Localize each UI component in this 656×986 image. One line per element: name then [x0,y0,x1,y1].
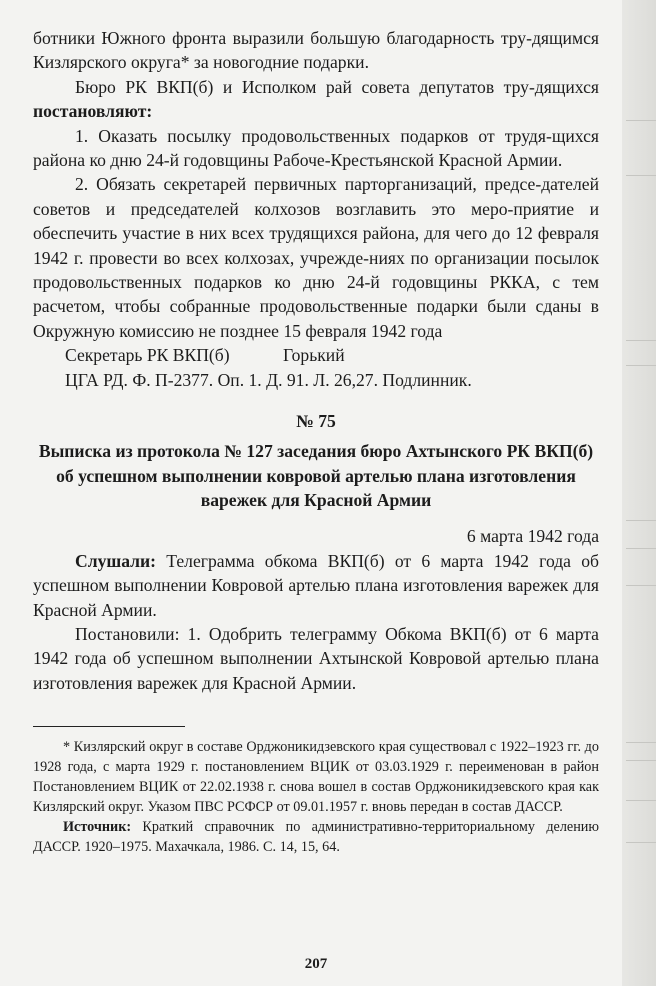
page-number: 207 [304,956,328,972]
heard-paragraph [33,549,599,622]
resolution-intro [33,75,599,124]
archive-reference: ЦГА РД. Ф. П-2377. Оп. 1. Д. 91. Л. 26,27. Подлинник. [65,369,472,390]
book-page [33,26,599,972]
document-date: 6 марта 1942 года [466,526,599,547]
adjacent-page-edge [622,0,656,986]
resolution-item-1: 1. Оказать посылку продовольственных подарков от трудя-щихся района ко дню 24-й годовщины Рабоче-Крестьянской Красной Армии. [33,125,599,171]
source-text: Краткий справочник по административно-территориальному делению ДАССР. 1920–1975. Махачкала, 1986. С. 14, 15, 64. [33,819,599,856]
resolution-intro-text: Бюро РК ВКП(б) и Исполком рай совета депутатов тру-дящихся [75,76,599,97]
footnote-divider [33,726,185,727]
resolution-keyword: постановляют: [33,101,153,122]
document-number: № 75 [296,411,336,432]
heard-label: Слушали: [75,550,157,571]
heard-text: Телеграмма обкома ВКП(б) от 6 марта 1942 года об успешном выполнении Ковровой артелью плана изготовления варежек для Красной Армии. [33,550,599,620]
resolution-item-2: 2. Обязать секретарей первичных парторганизаций, предсе-дателей советов и председателей колхозов возглавить это меро-приятие и обеспечить участие в них всех трудящихся района, для чего до 12 февраля 1942 г. провести во всех колхозах, учрежде-ниях по организации посылок продовольственных подарков ко дню 24-й годовщины РККА, с тем расчетом, чтобы собранные продовольственные подарки были сданы в Окружную комиссию не позднее 15 февраля 1942 года [33,174,599,341]
signatory-name: Горький [283,345,345,366]
continued-paragraph: ботники Южного фронта выразили большую благодарность тру-дящимся Кизлярского округа* за новогодние подарки. [33,28,599,73]
decided-paragraph: Постановили: 1. Одобрить телеграмму Обкома ВКП(б) от 6 марта 1942 года об успешном выполнении Ахтынской Ковровой артелью плана изготовления варежек для Красной Армии. [33,623,599,693]
source-note [33,817,599,857]
footnote: * Кизлярский округ в составе Орджоникидзевского края существовал с 1922–1923 гг. до 1928 года, с марта 1929 г. постановлением ВЦИК от 03.03.1929 г. переименован в район Постановлением ВЦИК от 22.02.1938 г. снова вошел в состав Орджоникидзевского края как Кизлярский округ. Указом ПВС РСФСР от 09.01.1957 г. вновь передан в состав ДАССР. [33,739,599,816]
document-title: Выписка из протокола № 127 заседания бюро Ахтынского РК ВКП(б) об успешном выполнении ковровой артелью плана изготовления варежек для Красной Армии [38,441,594,510]
signature-line [33,343,599,367]
signatory-title: Секретарь РК ВКП(б) [65,345,230,366]
source-label: Источник: [63,819,132,836]
